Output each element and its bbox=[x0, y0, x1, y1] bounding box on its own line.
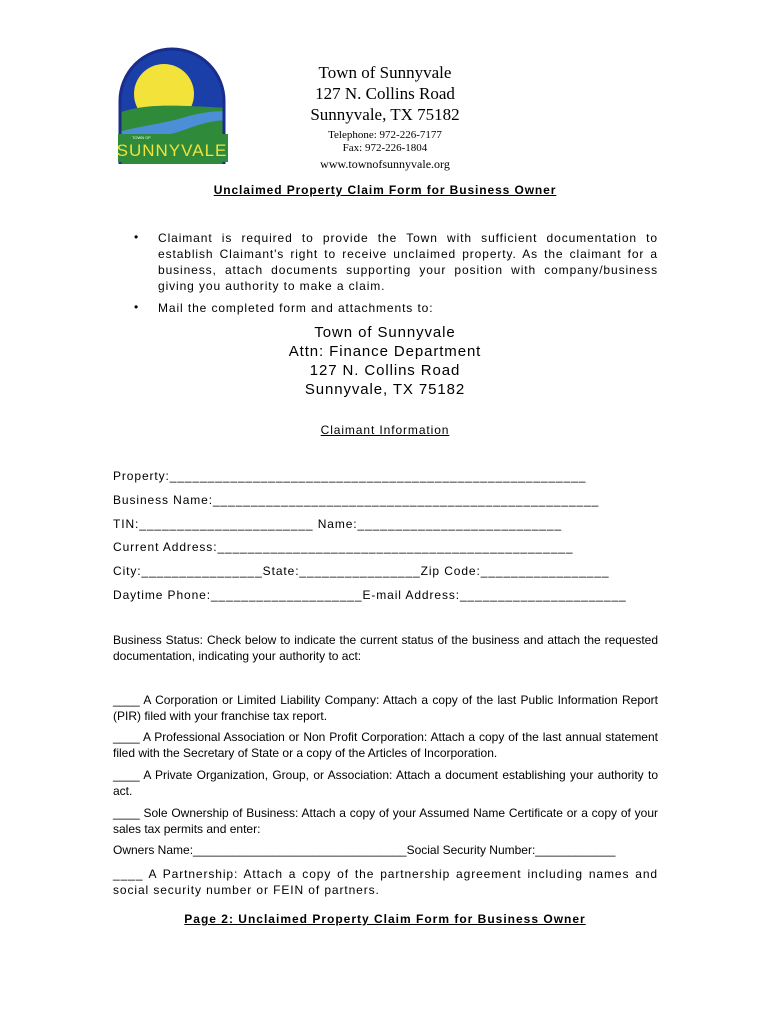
option-sole-ownership[interactable]: ____ Sole Ownership of Business: Attach a copy of your Assumed Name Certificate or a copy of your sales tax permits and enter: bbox=[113, 806, 658, 836]
org-fax: Fax: 972-226-1804 bbox=[342, 142, 428, 154]
phone-email-field[interactable]: Daytime Phone:____________________E-mail Address:______________________ bbox=[113, 588, 627, 602]
current-address-field[interactable]: Current Address:_______________________________________________ bbox=[113, 540, 574, 554]
mail-to-line-4: Sunnyvale, TX 75182 bbox=[304, 381, 466, 398]
option-corporation[interactable]: ____ A Corporation or Limited Liability Company: Attach a copy of the last Public Information Report (PIR) filed with your franchise tax report. bbox=[113, 693, 658, 723]
business-status-text: Business Status: Check below to indicate the current status of the business and attach the requested documentation, indicating your authority to act: bbox=[113, 633, 658, 663]
property-field[interactable]: Property:_______________________________________________________ bbox=[113, 469, 587, 483]
logo-small-text: TOWN OF bbox=[132, 135, 151, 140]
mail-to-address bbox=[0, 323, 770, 399]
bullet-dot-2: • bbox=[134, 300, 139, 314]
mail-to-line-2: Attn: Finance Department bbox=[288, 343, 482, 360]
sunnyvale-logo-graphic bbox=[112, 46, 232, 164]
org-name: Town of Sunnyvale bbox=[318, 63, 452, 82]
mail-to-line-3: 127 N. Collins Road bbox=[309, 362, 461, 379]
owners-name-ssn-field[interactable]: Owners Name:________________________________Social Security Number:____________ bbox=[113, 843, 616, 857]
town-logo bbox=[112, 46, 232, 164]
option-private-organization[interactable]: ____ A Private Organization, Group, or Association: Attach a document establishing your authority to act. bbox=[113, 768, 658, 798]
option-partnership[interactable]: ____ A Partnership: Attach a copy of the partnership agreement including names and social security number or FEIN of partners. bbox=[113, 867, 658, 897]
form-title: Unclaimed Property Claim Form for Business Owner bbox=[213, 183, 557, 197]
org-city-line: Sunnyvale, TX 75182 bbox=[310, 105, 460, 124]
org-telephone: Telephone: 972-226-7177 bbox=[328, 129, 442, 141]
tin-name-field[interactable]: TIN:_______________________ Name:___________________________ bbox=[113, 517, 563, 531]
org-website: www.townofsunnyvale.org bbox=[320, 157, 450, 171]
logo-text: SUNNYVALE bbox=[116, 141, 228, 160]
page-2-title: Page 2: Unclaimed Property Claim Form for Business Owner bbox=[184, 912, 586, 926]
bullet-claimant-requirement: Claimant is required to provide the Town with sufficient documentation to establish Claimant's right to receive unclaimed property. As the claimant for a business, attach documents supporting your position with company/business giving you authority to make a claim. bbox=[158, 231, 658, 293]
org-street: 127 N. Collins Road bbox=[315, 84, 455, 103]
bullet-mail-instruction: Mail the completed form and attachments to: bbox=[158, 301, 434, 315]
city-state-zip-field[interactable]: City:________________State:________________Zip Code:_________________ bbox=[113, 564, 610, 578]
option-professional-association[interactable]: ____ A Professional Association or Non Profit Corporation: Attach a copy of the last annual statement filed with the Secretary of State or a copy of the Articles of Incorporation. bbox=[113, 730, 658, 760]
header-block bbox=[295, 62, 475, 171]
claimant-information-title: Claimant Information bbox=[320, 423, 450, 437]
business-name-field[interactable]: Business Name:___________________________________________________ bbox=[113, 493, 600, 507]
mail-to-line-1: Town of Sunnyvale bbox=[314, 324, 456, 341]
bullet-dot-1: • bbox=[134, 230, 139, 244]
